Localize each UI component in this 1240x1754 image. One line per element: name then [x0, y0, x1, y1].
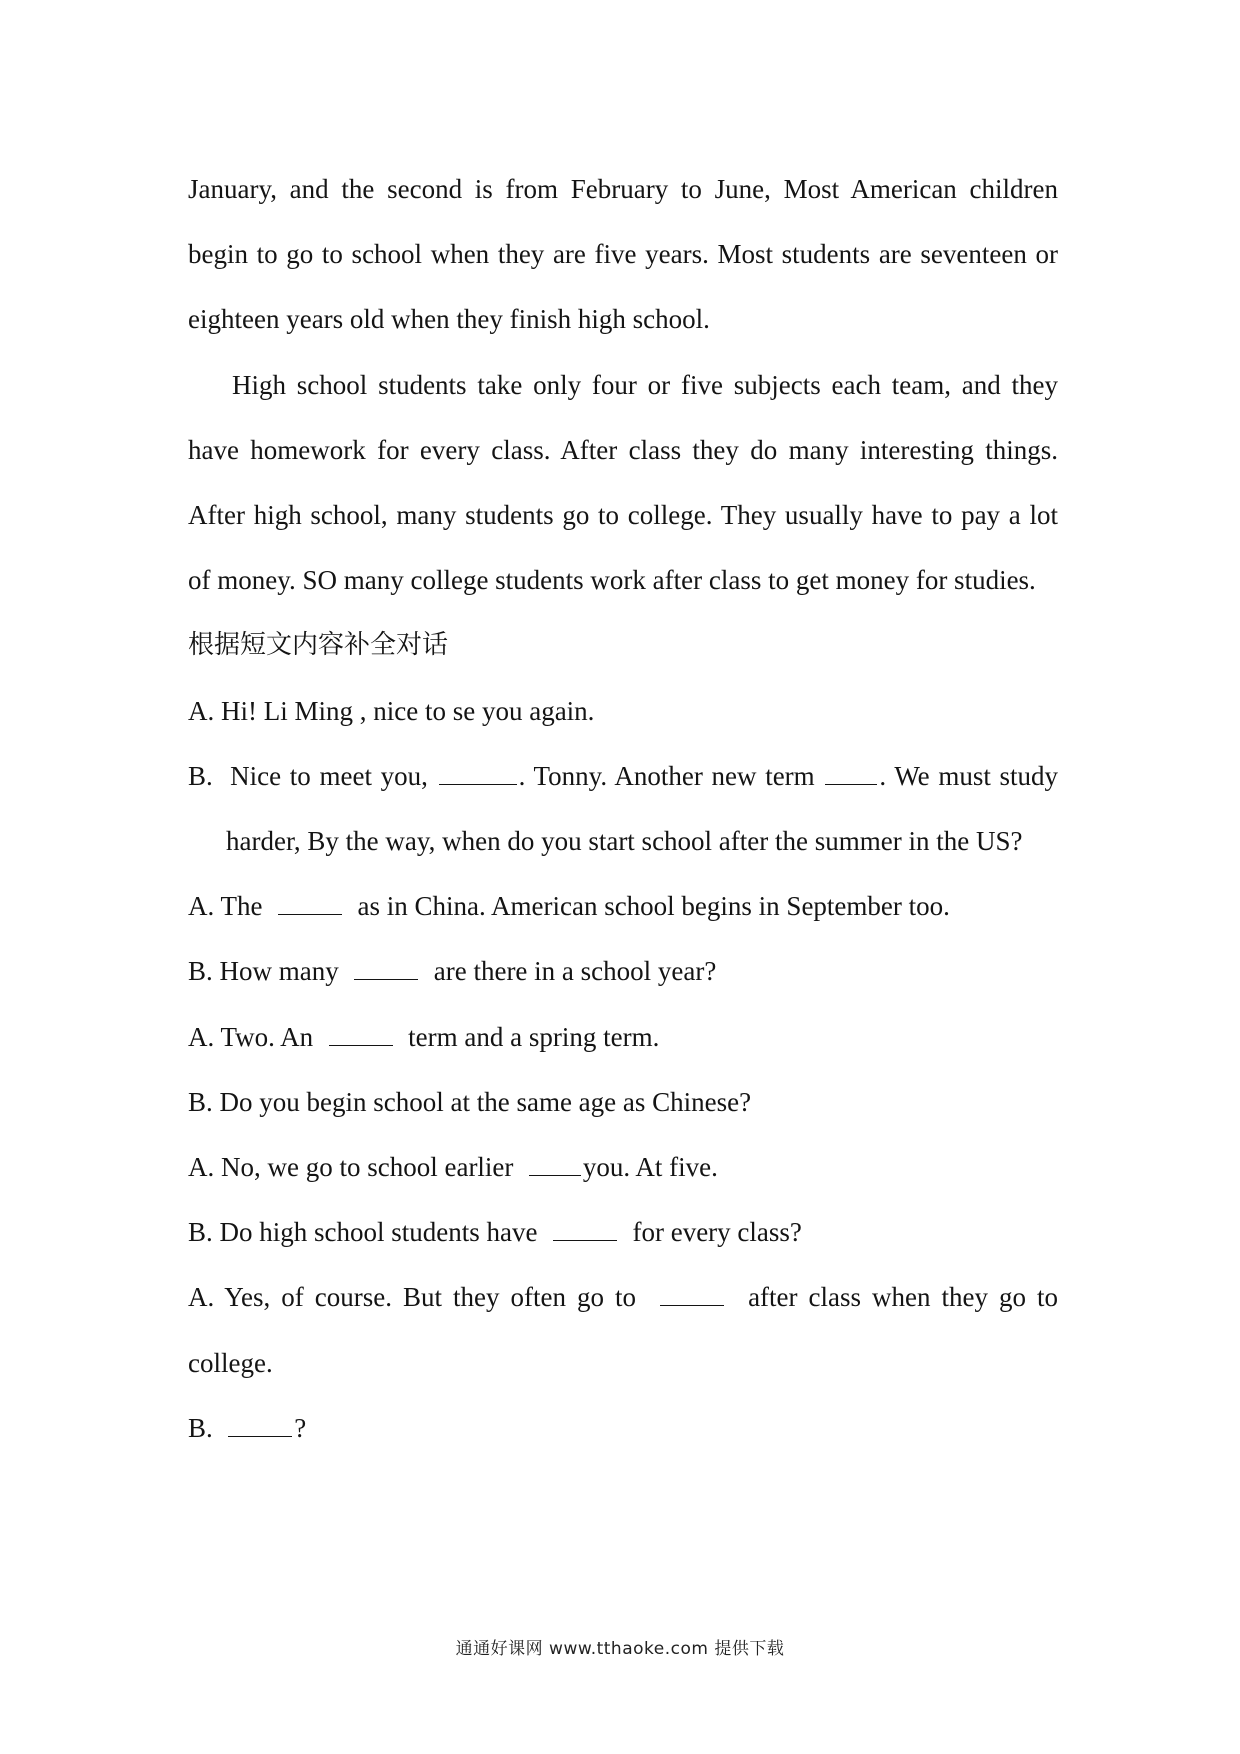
dialogue-line-10: [188, 1396, 1058, 1461]
passage-paragraph-2: High school students take only four or five subjects each team, and they have homework for every class. After class they do many interesting things. After high school, many students go to college. They usually have to pay a lot of money. SO many college students work after class to get money for studies.: [188, 369, 1058, 596]
dialogue-text: term and a spring term.: [408, 1021, 660, 1052]
answer-blank[interactable]: [553, 1220, 617, 1241]
dialogue-text: as in China. American school begins in September too.: [357, 891, 950, 922]
dialogue-text: A. No, we go to school earlier: [188, 1152, 514, 1183]
answer-blank[interactable]: [354, 959, 418, 980]
dialogue-text: B. Do high school students have: [188, 1217, 538, 1248]
answer-blank[interactable]: [228, 1416, 292, 1437]
dialogue-text: . Tonny. Another new term: [518, 760, 815, 791]
dialogue-text: B.: [188, 1412, 213, 1443]
dialogue-line-9: [188, 1265, 1058, 1395]
answer-blank[interactable]: [529, 1155, 581, 1176]
dialogue-text: for every class?: [632, 1217, 802, 1248]
answer-blank[interactable]: [660, 1285, 724, 1306]
page-footer: 通通好课网 www.tthaoke.com 提供下载: [455, 1639, 785, 1659]
dialogue-line-5: [188, 1005, 1058, 1070]
dialogue-text: after class when they go to college.: [188, 1282, 1059, 1378]
dialogue-text: A. The: [188, 891, 263, 922]
answer-blank[interactable]: [278, 894, 342, 915]
document-body: [188, 157, 1058, 1461]
dialogue-line-7: [188, 1135, 1058, 1200]
dialogue-text: you. At five.: [582, 1152, 718, 1183]
dialogue-text: A. Yes, of course. But they often go to: [188, 1282, 637, 1313]
dialogue-line-2: [188, 744, 1058, 874]
answer-blank[interactable]: [825, 764, 877, 785]
dialogue-line-3: [188, 874, 1058, 939]
dialogue-text: ?: [294, 1412, 307, 1443]
dialogue-line-6: B. Do you begin school at the same age as Chinese?: [188, 1086, 752, 1117]
dialogue-text: are there in a school year?: [433, 956, 717, 987]
dialogue-line-1: A. Hi! Li Ming , nice to se you again.: [188, 695, 595, 726]
dialogue-line-4: [188, 939, 1058, 1004]
dialogue-text: B. How many: [188, 956, 339, 987]
dialogue-text: A. Two. An: [188, 1021, 314, 1052]
answer-blank[interactable]: [439, 764, 517, 785]
exercise-instruction: 根据短文内容补全对话: [188, 630, 449, 661]
answer-blank[interactable]: [329, 1025, 393, 1046]
dialogue-text: . We must study harder, By the way, when do you start school after the summer in the US?: [226, 760, 1059, 857]
dialogue-line-8: [188, 1200, 1058, 1265]
dialogue-text: B. Nice to meet you,: [188, 760, 428, 791]
passage-paragraph-1: January, and the second is from February to June, Most American children begin to go to school when they are five years. Most students are seventeen or eighteen years old when they finish high school.: [188, 174, 1058, 335]
